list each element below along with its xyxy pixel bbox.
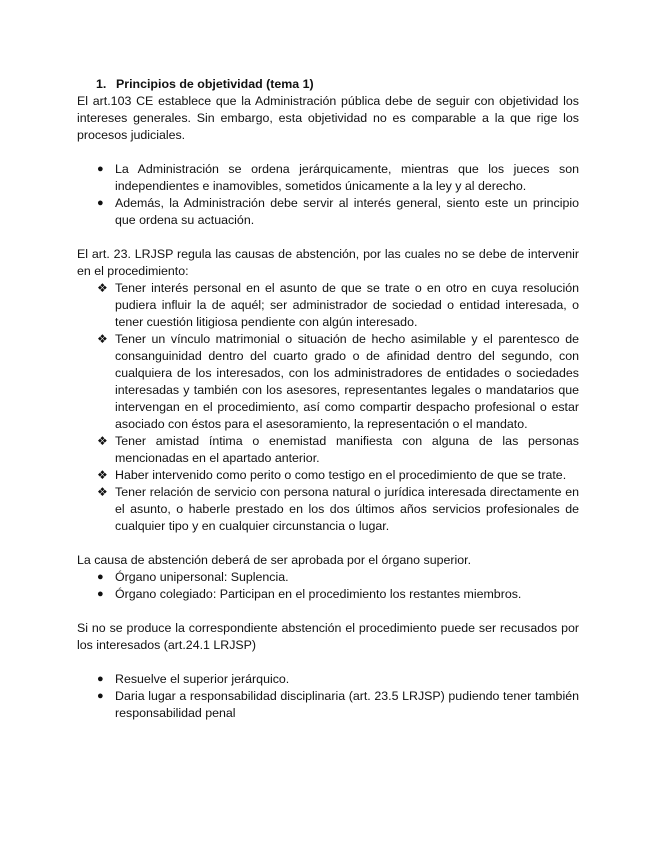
list-item: ● Órgano colegiado: Participan en el procedimiento los restantes miembros. <box>97 587 522 601</box>
bullet-dot-icon: ● <box>97 673 104 685</box>
approval-intro: La causa de abstención deberá de ser aprobada por el órgano superior. <box>77 553 472 567</box>
recusal-intro: Si no se produce la correspondiente abstención el procedimiento puede ser recusados por los interesados (art.24.1 LRJSP) <box>77 621 579 652</box>
spacer <box>77 654 579 671</box>
bullet-diamond-icon: ❖ <box>97 485 108 499</box>
list-item: ● Resuelve el superior jerárquico. <box>97 672 290 686</box>
recusal-list <box>77 671 579 722</box>
spacer <box>77 603 579 620</box>
list-item: ● Daria lugar a responsabilidad disciplinaria (art. 23.5 LRJSP) pudiendo tener también responsabilidad penal <box>97 689 579 720</box>
bullet-dot-icon: ● <box>97 163 104 175</box>
list-item: ❖ Haber intervenido como perito o como testigo en el procedimiento de que se trate. <box>97 468 567 482</box>
list-item: ● Además, la Administración debe servir al interés general, siento este un principio que ordena su actuación. <box>97 196 579 227</box>
list-item: ❖ Tener interés personal en el asunto de que se trate o en otro en cuya resolución pudiera influir la de aquél; ser administrador de sociedad o entidad interesada, o tener cuestión litigiosa pendiente con algún interesado. <box>97 281 579 329</box>
spacer <box>77 229 579 246</box>
abstention-causes-list <box>77 280 579 535</box>
list-item: ● La Administración se ordena jerárquicamente, mientras que los jueces son independientes e inamovibles, sometidos únicamente a la ley y al derecho. <box>97 162 579 193</box>
list-item: ❖ Tener relación de servicio con persona natural o jurídica interesada directamente en el asunto, o haberle prestado en los dos últimos años servicios profesionales de cualquier tipo y en cualquier circunstancia o lugar. <box>97 485 579 533</box>
list-item: ❖ Tener un vínculo matrimonial o situación de hecho asimilable y el parentesco de consanguinidad dentro del cuarto grado o de afinidad dentro del segundo, con cualquiera de los interesados, con los administradores de entidades o sociedades interesadas y también con los asesores, representantes legales o mandatarios que intervengan en el procedimiento, así como compartir despacho profesional o estar asociado con éstos para el asesoramiento, la representación o el mandato. <box>97 332 579 431</box>
approval-list <box>77 569 579 603</box>
bullet-diamond-icon: ❖ <box>97 332 108 346</box>
intro-paragraph: El art.103 CE establece que la Administración pública debe de seguir con objetividad los intereses generales. Sin embargo, esta objetividad no es comparable a la que rige los procesos judiciales. <box>77 94 579 142</box>
abstention-intro: El art. 23. LRJSP regula las causas de abstención, por las cuales no se debe de intervenir en el procedimiento: <box>77 247 579 278</box>
bullet-dot-icon: ● <box>97 588 104 600</box>
spacer <box>77 144 579 161</box>
principles-list <box>77 161 579 229</box>
spacer <box>77 535 579 552</box>
list-item: ❖ Tener amistad íntima o enemistad manifiesta con alguna de las personas mencionadas en el apartado anterior. <box>97 434 579 465</box>
bullet-dot-icon: ● <box>97 571 104 583</box>
bullet-diamond-icon: ❖ <box>97 281 108 295</box>
bullet-diamond-icon: ❖ <box>97 434 108 448</box>
bullet-diamond-icon: ❖ <box>97 468 108 482</box>
bullet-dot-icon: ● <box>97 197 104 209</box>
heading-number: 1. <box>96 77 107 91</box>
section-heading <box>77 76 579 93</box>
list-item: ● Órgano unipersonal: Suplencia. <box>97 570 289 584</box>
bullet-dot-icon: ● <box>97 690 104 702</box>
document-body <box>77 76 579 722</box>
heading-title: Principios de objetividad (tema 1) <box>116 77 314 91</box>
